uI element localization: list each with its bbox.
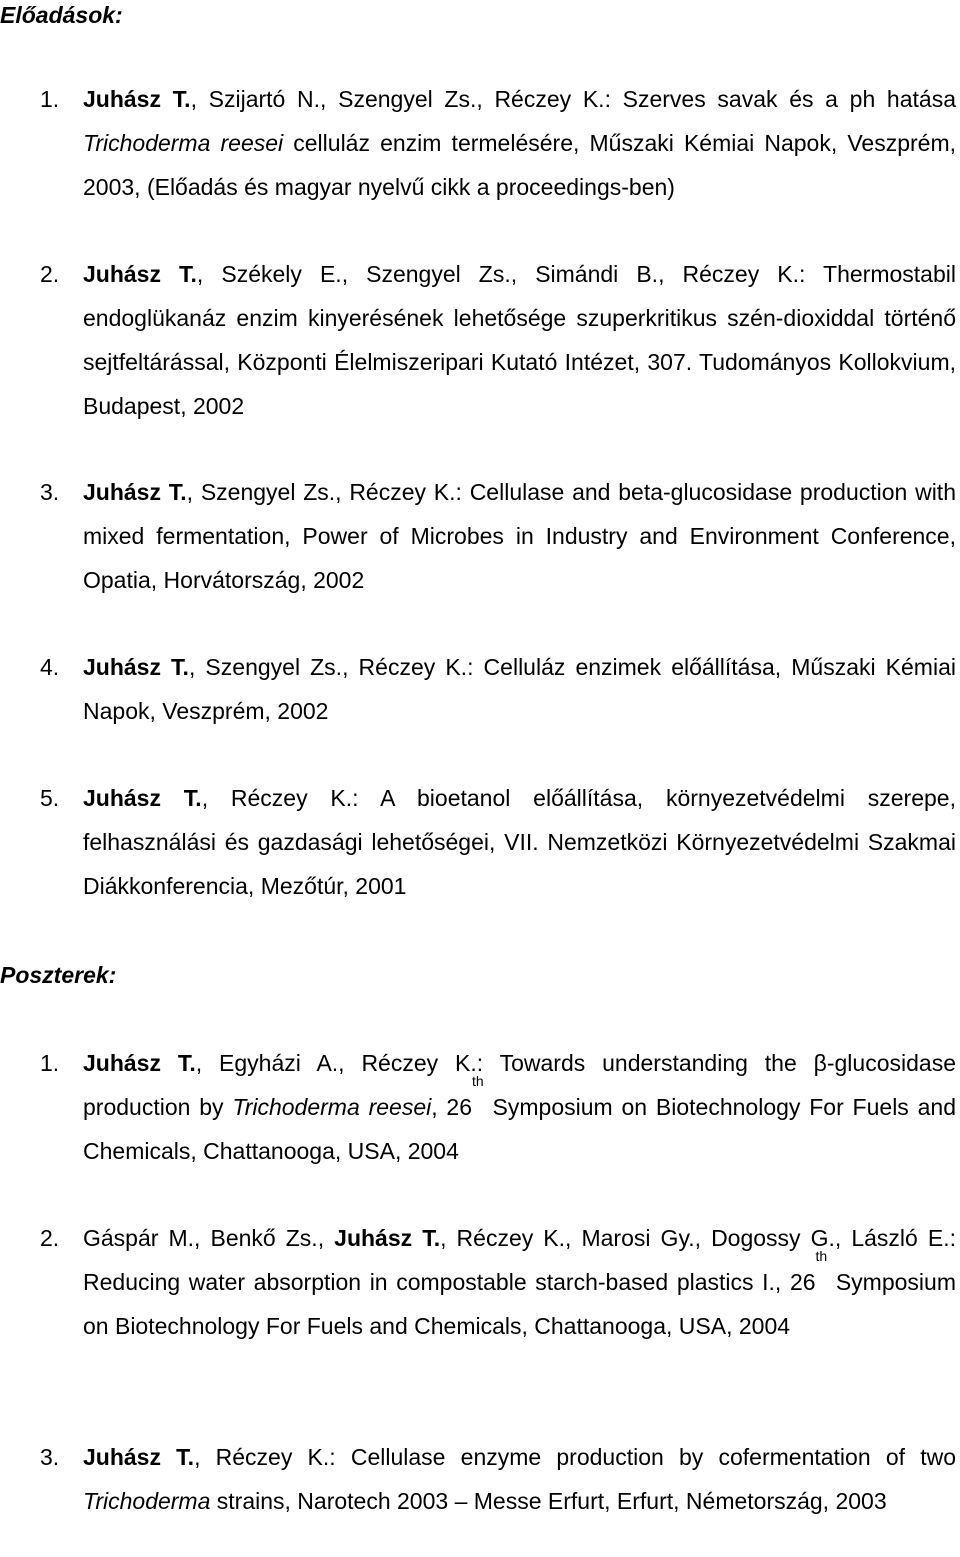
item-text: [83, 776, 956, 908]
author-highlight: Juhász T.: [83, 1050, 196, 1076]
item-text: [83, 645, 956, 733]
species-name: Trichoderma: [83, 1488, 211, 1514]
item-description: : Cellulase and beta-glucosidase production with mixed fermentation, Power of Microbes in Industry and Environment Conference, Opatia, Horvátország, 2002: [83, 479, 956, 593]
item-description-end: Symposium on Biotechnology For Fuels and Chemicals, Chattanooga, USA, 2004: [83, 1269, 956, 1339]
item-description: : Cellulase enzyme production by cofermentation of two: [329, 1444, 956, 1470]
item-number: 2.: [40, 261, 60, 287]
item-text: [83, 1041, 956, 1173]
item-description: : Towards understanding the β-glucosidase production by: [83, 1050, 956, 1120]
list-item: [0, 776, 956, 908]
species-name: Trichoderma reesei: [83, 130, 284, 156]
item-number: 2.: [40, 1225, 60, 1251]
author-highlight: Juhász T.: [334, 1225, 441, 1251]
item-number: 3.: [40, 1444, 60, 1470]
list-item: [0, 645, 956, 733]
item-description-cont: strains, Narotech 2003 – Messe Erfurt, Erfurt, Németország, 2003: [210, 1488, 887, 1514]
item-number: 5.: [40, 785, 60, 811]
section-heading-poszterek: Poszterek:: [0, 962, 117, 988]
item-description-cont: celluláz enzim termelésére, Műszaki Kémiai Napok, Veszprém, 2003, (Előadás és magyar nyelvű cikk a proceedings-ben): [83, 130, 957, 200]
author-list: , Szengyel Zs., Réczey K.: [188, 654, 468, 680]
author-list: , Egyházi A., Réczey K.: [195, 1050, 477, 1076]
item-description-cont: , 26: [431, 1094, 473, 1120]
author-highlight: Juhász T.: [83, 479, 187, 505]
ordinal-suffix: th: [815, 1248, 828, 1264]
item-number: 3.: [40, 479, 60, 505]
author-highlight: Juhász T.: [83, 261, 197, 287]
author-list: , Szijartó N., Szengyel Zs., Réczey K.: [190, 86, 605, 112]
item-description: : Reducing water absorption in compostable starch-based plastics I., 26: [83, 1225, 957, 1295]
species-name: Trichoderma reesei: [232, 1094, 432, 1120]
list-item: [0, 1435, 956, 1523]
item-description: : Thermostabil endoglükanáz enzim kinyerésének lehetősége szuperkritikus szén-dioxiddal történő sejtfeltárással, Központi Élelmiszeripari Kutató Intézet, 307. Tudományos Kollokvium, Budapest, 2002: [83, 261, 956, 419]
list-item: [0, 77, 956, 209]
item-number: 1.: [40, 86, 60, 112]
item-text: [83, 77, 956, 209]
ordinal-suffix: th: [472, 1073, 484, 1089]
item-number: 4.: [40, 654, 60, 680]
author-list-pre: Gáspár M., Benkő Zs.,: [83, 1225, 335, 1251]
section-heading-eloadasok: Előadások:: [0, 2, 123, 28]
item-text: [83, 470, 956, 602]
list-item: [0, 1216, 956, 1348]
item-description: : A bioetanol előállítása, környezetvédelmi szerepe, felhasználási és gazdasági lehetőségei, VII. Nemzetközi Környezetvédelmi Szakmai Diákkonferencia, Mezőtúr, 2001: [83, 785, 956, 899]
item-text: [83, 1435, 956, 1523]
author-list: , Réczey K., Marosi Gy., Dogossy G., László E.: [440, 1225, 950, 1251]
author-highlight: Juhász T.: [83, 86, 191, 112]
author-list: , Réczey K.: [194, 1444, 330, 1470]
list-item: [0, 1041, 956, 1173]
author-highlight: Juhász T.: [83, 654, 189, 680]
author-list: , Székely E., Szengyel Zs., Simándi B., Réczey K.: [196, 261, 799, 287]
item-description: : Celluláz enzimek előállítása, Műszaki Kémiai Napok, Veszprém, 2002: [83, 654, 956, 724]
item-description-end: Symposium on Biotechnology For Fuels and Chemicals, Chattanooga, USA, 2004: [83, 1094, 957, 1164]
author-list: , Réczey K.: [201, 785, 353, 811]
author-list: , Szengyel Zs., Réczey K.: [186, 479, 456, 505]
item-number: 1.: [40, 1050, 60, 1076]
item-text: [83, 252, 956, 428]
author-highlight: Juhász T.: [83, 785, 202, 811]
author-highlight: Juhász T.: [83, 1444, 195, 1470]
item-text: [83, 1216, 956, 1348]
item-description: : Szerves savak és a ph hatása: [604, 86, 956, 112]
list-item: [0, 252, 956, 428]
list-item: [0, 470, 956, 602]
